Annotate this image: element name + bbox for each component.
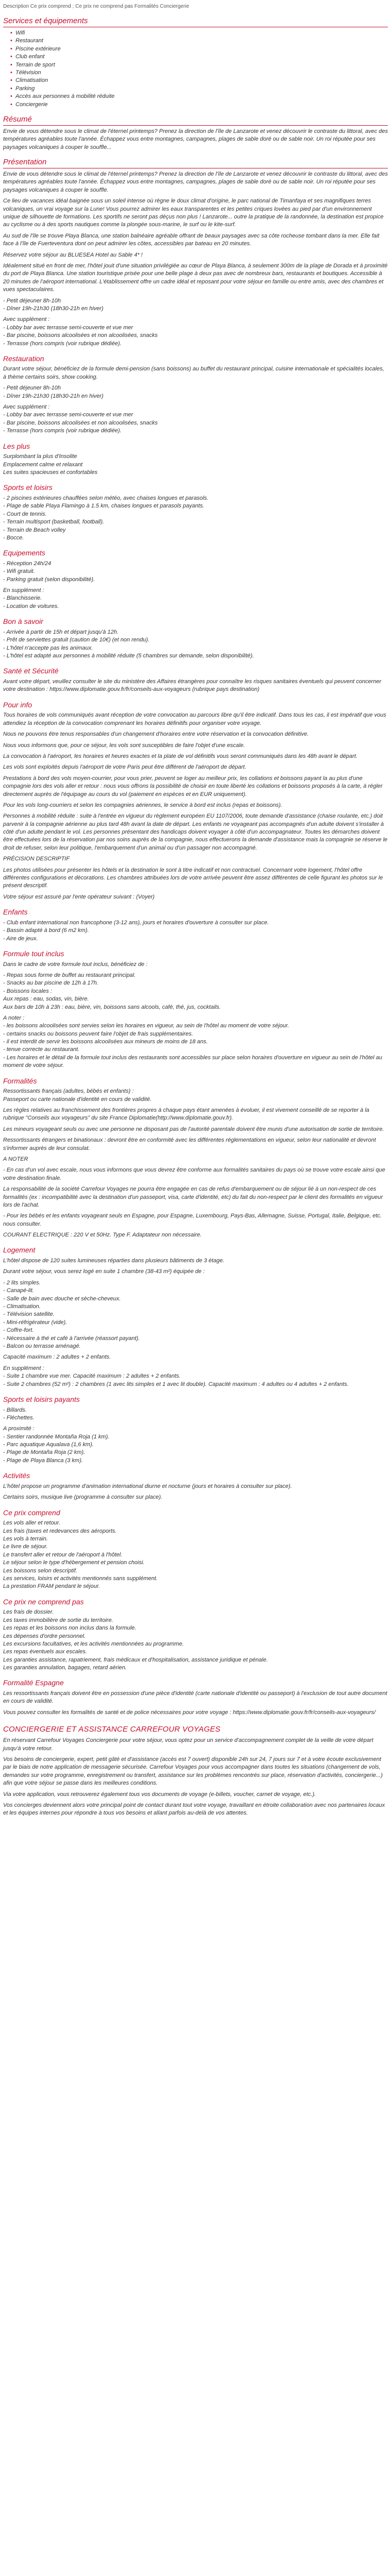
service-item [10,69,388,77]
sports2-proximity-label: A proximité : [3,1426,35,1432]
logement-item: - Salle de bain avec douche et sèche-cheveux. [3,1295,121,1302]
bullet-icon: • [10,69,12,76]
sports2-title: Sports et loisirs payants [3,1395,80,1403]
service-label: Conciergerie [15,101,48,108]
presentation-list-item: - Petit déjeuner 8h-10h [3,297,61,304]
info-p5: Les vols sont exploités depuis l'aéroport de votre Paris peut être différent de l'aéroport de départ. [3,764,247,771]
restauration-item: - Petit déjeuner 8h-10h [3,385,61,392]
ne-comprend-item: Les frais de dossier. [3,1609,54,1616]
sports-item: - Plage de sable Playa Flamingo à 1.5 km, chaises longues et parasols payants. [3,503,205,510]
info-p4: La convocation à l'aéroport, les horaires et heures exactes et la plate de vol définitifs vous seront communiqués dans les 48h avant le départ. [3,753,357,759]
equipements-item: - Parking gratuit (selon disponibilité). [3,576,95,583]
comprend-item: Le séjour selon le type d'hébergement et pension choisi. [3,1560,145,1566]
formalites-p6: A NOTER [3,1156,28,1162]
service-label: Télévision [15,69,41,76]
restauration-supplement-label: Avec supplément : [3,404,50,411]
activite-p2: Certains soirs, musique live (programme à consulter sur place). [3,1494,162,1501]
info-title: Pour info [3,700,32,709]
plus-item: Les suites spacieuses et confortables [3,469,97,476]
service-label: Wifi [15,30,25,36]
formalites-p3: Les règles relatives au franchissement des frontières propres à chaque pays étant amenées à évoluer, il est vivement conseillé de se reporter à la rubrique "Conseils aux voyageurs" du site France Diplomatie(http://www.diplomatie.gouv.fr). [3,1107,369,1122]
ne-comprend-title: Ce prix ne comprend pas [3,1597,84,1606]
equipements-item2: - Location de voitures. [3,603,59,609]
sante-p1: Avant votre départ, veuillez consulter le site du ministère des Affaires étrangères pour connaître les risques sanitaires éventuels qui peuvent concerner votre destination : https://www.diplomatie.gouv.fr/fr/conseils-aux-voyageurs (rubrique pays destination) [3,679,382,693]
bullet-icon: • [10,45,12,52]
restauration-p1: Durant votre séjour, bénéficiez de la formule demi-pension (sans boissons) au buffet du restaurant principal, cuisine internationale et spécialités locales, à thème certains soirs, show cooking. [3,366,384,380]
service-item [10,37,388,45]
sports-item: - Court de tennis. [3,511,47,517]
formule-note: - tenue correcte au restaurant. [3,1046,79,1053]
sports2-item2: - Plage de Montaña Roja (2 km). [3,1449,85,1456]
presentation-p1: Envie de vous détendre sous le climat de l'éternel printemps? Prenez la direction de l'île de Lanzarote et venez découvrir le contraste du littoral, avec des températures agréables toute l'année. Échappez vous entre montagnes, campagnes, plages de sable doré ou de sable noir. Un roi réputée pour ses paysages volcaniques à couper le souffle. [3,171,388,193]
ne-comprend-item: Les repas et les boissons non inclus dans la formule. [3,1625,137,1632]
info-p11: Votre séjour est assuré par l'ente opérateur suivant : (Voyer) [3,893,155,900]
enfants-item: - Bassin adapté à bord (6 m2 km). [3,927,89,934]
comprend-item: Les frais (taxes et redevances des aéroports. [3,1528,117,1534]
activite-p1: L'hôtel propose un programme d'animation international diurne et nocturne (jours et horaires à consulter sur place). [3,1483,292,1489]
service-label: Terrain de sport [15,61,55,68]
service-label: Accès aux personnes à mobilité réduite [15,93,115,100]
formule-title: Formule tout inclus [3,949,64,958]
bullet-icon: • [10,38,12,44]
logement-item: - Télévision satellite. [3,1311,55,1318]
enfants-title: Enfants [3,908,28,917]
conciergerie-p1: En réservant Carrefour Voyages Conciergerie pour votre séjour, vous optez pour un service d'accompagnement complet de la veille de votre départ jusqu'à votre retour. [3,1737,373,1752]
bon-title: Bon à savoir [3,617,43,626]
formalites-p5: Ressortissants étrangers et binationaux : devront être en conformité avec les différentes réglementations en vigueur, selon leur nationalité et devront s'informer auprès de leur consulat. [3,1137,376,1151]
presentation-list-item: - Dîner 19h-21h30 (18h30-21h en hiver) [3,305,104,312]
formule-note: - Les horaires et le détail de la formule tout inclus des restaurants sont accessibles sur place selon horaires d'ouverture en vigueur au sein de l'hôtel au moment de votre séjour. [3,1054,382,1069]
service-item [10,45,388,53]
bullet-icon: • [10,93,12,100]
comprend-item: Le livre de séjour. [3,1544,48,1550]
comprend-item: La prestation FRAM pendant le séjour. [3,1583,100,1590]
presentation-p3: Au sud de l'île se trouve Playa Blanca, une station balnéaire agréable offrant de beaux paysages avec sa côte rocheuse tombant dans la mer. Elle fait face à l'île de Fuerteventura dont on peut admirer les côtes, accessibles par bateau en 20 minutes. [3,232,380,247]
info-p7: Pour les vols long-courriers et selon les compagnies aériennes, le service à bord est inclus (repas et boissons). [3,802,283,808]
equipements-item: - Wifi gratuit. [3,568,35,575]
service-label: Piscine extérieure [15,45,61,52]
logement-p2: Durant votre séjour, vous serez logé en suite 1 chambre (38-43 m²) équipée de : [3,1268,205,1275]
comprend-item: Les vols à terrain. [3,1536,48,1542]
conciergerie-title: CONCIERGERIE ET ASSISTANCE CARREFOUR VOYAGES [3,1725,221,1734]
comprend-item: Les vols aller et retour. [3,1520,60,1527]
formalites-p4: Les mineurs voyageant seuls ou avec une personne ne disposant pas de l'autorité parentale doivent être munis d'une autorisation de sortie de territoire. [3,1126,384,1132]
restauration-item2: - Terrasse (hors compris (voir rubrique dédiée). [3,428,122,434]
formalite-espagne-p1: Les ressortissants français doivent être en possession d'une pièce d'identité (carte nationale d'identité ou passeport) à l'exclusion de tout autre document en cours de validité. [3,1690,387,1705]
equipements-item2: - Blanchisserie. [3,595,42,602]
bullet-icon: • [10,61,12,68]
service-label: Club enfant [15,54,45,60]
restauration-item2: - Bar piscine, boissons alcoolisées et non alcoolisées, snacks [3,419,158,426]
bullet-icon: • [10,85,12,92]
enfants-item: - Aire de jeux. [3,935,38,942]
ne-comprend-item: Les garanties assistance, rapatriement, frais médicaux et d'hospitalisation, assistance juridique et pénale. [3,1656,268,1663]
restauration-title: Restauration [3,354,44,363]
sante-title: Santé et Sécurité [3,667,59,675]
comprend-item: Les boissons selon descriptif. [3,1567,77,1574]
presentation-list2-item: - Lobby bar avec terrasse semi-couverte et vue mer [3,324,133,331]
formalites-p7: - En cas d'un vol avec escale, nous vous informons que vous devrez être conforme aux formalités sanitaires du pays où se trouve votre escale ainsi que votre destination finale. [3,1167,385,1181]
sports-item: - 2 piscines extérieures chauffées selon météo, avec chaises longues et parasols. [3,495,209,501]
presentation-list [3,297,388,313]
presentation-p4: Réservez votre séjour au BLUESEA Hotel au Sable 4* ! [3,251,143,258]
logement-item: - Canapé-lit. [3,1287,34,1294]
equipements-title: Equipements [3,549,45,557]
formalites-p2: Passeport ou carte nationale d'identité en cours de validité. [3,1096,152,1103]
formalites-title: Formalités [3,1076,37,1085]
service-item [10,93,388,100]
logement-item2: - Suite 1 chambre vue mer. Capacité maximum : 2 adultes + 2 enfants. [3,1373,181,1380]
plus-title: Les plus [3,442,30,450]
logement-item: - Balcon ou terrasse aménagé. [3,1343,81,1349]
formule-note-title: A noter : [3,1014,25,1021]
formalites-p10: COURANT ELECTRIQUE : 220 V et 50Hz. Type F. Adaptateur non nécessaire. [3,1232,202,1239]
sports2-item2: - Plage de Playa Blanca (3 km). [3,1457,83,1464]
service-label: Parking [15,85,35,92]
service-label: Climatisation [15,77,48,84]
service-item [10,61,388,69]
bullet-icon: • [10,101,12,108]
presentation-p5: Idéalement situé en front de mer, l'hôtel jouit d'une situation privilégiée au cœur de Playa Blanca, à seulement 300m de la plage de Dorada et à proximité du port de Playa Blanca. Une station touristique prisée pour une belle plage à deux pas avec de nombreux bars, restaurants et boutiques. Accessible à 20 minutes de l'aéroport international. L'établissement offre un cadre idéal et reposant pour votre séjour en famille ou entre amis, avec des chambres et vues spectaculaires. [3,262,388,293]
logement-item: - Coffre-fort. [3,1327,34,1334]
resume-title: Résumé [3,114,388,126]
sports-item: - Terrain de Beach volley [3,527,66,533]
info-p9: PRÉCISION DESCRIPTIF [3,856,70,862]
sports2-item2: - Sentier randonnée Montaña Roja (1 km). [3,1433,110,1440]
logement-item: - Nécessaire à thé et café à l'arrivée (réassort payant). [3,1335,140,1342]
sports2-item: - Billards. [3,1406,27,1413]
service-item [10,29,388,37]
bullet-icon: • [10,54,12,60]
service-item [10,101,388,109]
formalites-p9: - Pour les bébés et les enfants voyageant seuls en Espagne, pour Espagne, Luxembourg, Pays-Bas, Allemagne, Suisse, Portugal, Italie, Belgique, etc. nous consulter. [3,1213,382,1227]
equipements-item: - Réception 24h/24 [3,560,51,567]
plus-item: Surplombant la plus d'Insolite [3,453,77,460]
breadcrumb: Description Ce prix comprend ; Ce prix ne comprend pas Formalités Conciergerie [3,4,189,9]
info-p2: Nous ne pouvons être tenus responsables d'un changement d'horaires entre votre réservation et la convocation définitive. [3,731,309,738]
service-label: Restaurant [15,38,43,44]
service-item [10,53,388,61]
conciergerie-p4: Vos concierges deviennent alors votre principal point de contact durant tout votre voyage, travaillant en étroite collaboration avec nos partenaires locaux et les équipes internes pour répondre à tous vos besoins et allant parfois au-delà de vos attentes. [3,1802,385,1817]
formule-item: - Repas sous forme de buffet au restaurant principal. [3,972,136,978]
info-p8: Personnes à mobilité réduite : suite à l'entrée en vigueur du règlement européen EU 1107/2006, toute demande d'assistance (chaise roulante, etc.) doit parvenir à la compagnie aérienne au plus tard 48h avant la date de départ. Les enfants ne voyageant pas accompagnés d'un adulte doivent s'installer à côté d'un adulte pendant le vol. Les personnes présentant des handicaps doivent voyager à côté d'un accompagnateur. Toutes les démarches doivent être effectuées lors de la réservation par nos soins auprès de la compagnie, nous effectuerons la demande d'assistance mais la compagnie se réserve le droit de refuser, selon leur politique, l'embarquement d'un animal ou d'un passager non accompagné. [3,813,388,851]
resume-text: Envie de vous détendre sous le climat de l'éternel printemps? Prenez la direction de l'île de Lanzarote et venez découvrir le contraste du littoral, avec des températures agréables toute l'année. Échappez vous entre montagnes, campagnes, plages de sable doré ou de sable noir. Un roi réputée pour ses paysages volcaniques à couper le souffle... [3,128,388,150]
conciergerie-p3: Via votre application, vous retrouverez également tous vos documents de voyage (e-billets, voucher, carnet de voyage, etc.). [3,1791,316,1798]
presentation-p2: Ce lieu de vacances idéal baignée sous un soleil intense où règne le doux climat d'origine, le parc national de Timanfaya et ses magnifiques terres volcaniques, un vrai voyage sur la Lune! Vous pourrez admirer les eaux transparentes et les petites criques lovées au pied par d'un environnement unique de silhouette de formations. Les sportifs ne seront pas déçus non plus ! Lanzarote... outre la pratique de la randonnée, la destination est propice au cyclisme ou à des sports nautiques comme la plongée sous-marine, le surf ou le kite-surf. [3,198,384,228]
formalites-p1: Ressortissants français (adultes, bébés et enfants) : [3,1088,134,1095]
formule-note: - il est interdit de servir les boissons alcoolisées aux mineurs de moins de 18 ans. [3,1039,208,1045]
bon-item: - L'hôtel n'accepte pas les animaux. [3,645,93,651]
formule-intro: Dans le cadre de votre formule tout inclus, bénéficiez de : [3,961,148,968]
comprend-item: Les services, loisirs et activités mentionnés sans supplément. [3,1575,158,1582]
equipements-supplement-label: En supplément : [3,587,44,594]
info-p1: Tous horaires de vols communiqués avant réception de votre convocation au parcours libre qu'il être indicatif. Dans tous les cas, il est impératif que vous attendiez la réception de la convocation comprenant les horaires définitifs pour organiser votre voyage. [3,712,386,726]
logement-p4: En supplément : [3,1365,44,1371]
sports2-item: - Fléchettes. [3,1414,35,1421]
plus-item: Emplacement calme et relaxant [3,461,83,468]
ne-comprend-item: Les garanties annulation, bagages, retard aérien. [3,1665,127,1671]
logement-item: - Mini-réfrigérateur (vide). [3,1319,68,1326]
bon-item: - L'hôtel est adapté aux personnes à mobilité réduite (5 chambres sur demande, selon disponibilité). [3,653,254,659]
info-p3: Nous vous informons que, pour ce séjour, les vols sont susceptibles de faire l'objet d'une escale. [3,742,245,749]
services-title: Services et équipements [3,15,388,27]
presentation-list2 [3,324,388,348]
conciergerie-p2: Vos besoins de conciergerie, expert, petit gâté et d'assistance (accès est 7 ouvert) disponible 24h sur 24, 7 jours sur 7 et à votre écoute exclusivement par le biais de notre application de messagerie sécurisée. Carrefour Voyages pour vous accompagner dans toutes les situations (changement de vols, demandes sur votre programme, enregistrement ou transfert, assistance sur les problèmes rencontrés sur place, réservation d'activités, conciergerie...) afin que votre séjour se passe dans les meilleures conditions. [3,1756,383,1787]
bon-item: - Arrivée à partir de 15h et départ jusqu'à 12h. [3,629,119,635]
bon-item: - Prêt de serviettes gratuit (caution de 10€) (et non rendu). [3,637,150,643]
sports-title: Sports et loisirs [3,483,53,492]
logement-item: - 2 lits simples. [3,1279,41,1286]
logement-p1: L'hôtel dispose de 120 suites lumineuses réparties dans plusieurs bâtiments de 3 étage. [3,1258,224,1264]
ne-comprend-item: Les repas éventuels aux escales. [3,1649,87,1655]
formalite-espagne-p2: Vous pouvez consulter les formalités de santé et de police nécessaires pour votre voyage : https://www.diplomatie.gouv.fr/fr/conseils-aux-voyageurs/ [3,1709,376,1716]
presentation-supplement-label: Avec supplément : [3,316,50,323]
formalite-espagne-title: Formalité Espagne [3,1679,64,1687]
ne-comprend-item: Les taxes immobilière de sortie du territoire. [3,1617,113,1623]
logement-item: - Climatisation. [3,1303,41,1310]
presentation-title: Présentation [3,157,388,168]
bullet-icon: • [10,77,12,84]
logement-item2: - Suite 2 chambres (52 m²) : 2 chambres (1 avec lits simples et 1 avec lit double). Capacité maximum : 4 adultes ou 4 adultes + 2 enfants. [3,1381,349,1387]
info-p10: Les photos utilisées pour présenter les hôtels et la destination le sont à titre indicatif et non contractuel. Concernant votre logement, l'hôtel offre différentes configurations et décorations. Les chambres attribuées lors de votre arrivée peuvent être assez différentes de celle figurant les photos sur le présent descriptif. [3,867,383,889]
services-list [3,29,388,109]
formule-item: Aux bars de 10h à 23h : eau, bière, vin, boissons sans alcools, café, thé, jus, cocktails. [3,1004,221,1010]
formule-note: - les boissons alcoolisées sont servies selon les horaires en vigueur, au sein de l'hôtel au moment de votre séjour. [3,1023,289,1029]
formule-item: - Snacks au bar piscine de 12h à 17h. [3,980,99,987]
formalites-p8: La responsabilité de la société Carrefour Voyages ne pourra être engagée en cas de refus d'embarquement ou de séjour lié à un non-respect de ces formalités (ex : incompatibilité avec la destination d'un passeport, visa, carte d'identité, etc) du fait du non-respect par le client des formalités en vigueur lors de l'achat. [3,1186,383,1208]
sports-item: - Terrain multisport (basketball, football). [3,519,104,526]
activite-title: Activités [3,1471,30,1480]
info-p6: Prestations à bord des vols moyen-courrier, pour vous prier, peuvent se loger au meilleur prix, les collations et boissons payant la au plus d'une compagnie lors des vols aller et retour : nous vous offrons la possibilité de choisir en toute liberté les collations et boissons proposés à la carte, à régler directement auprès de l'équipage au cours du vol (paiement en espèces et en EUR uniquement). [3,775,383,798]
enfants-item: - Club enfant international non francophone (3-12 ans), jours et horaires d'ouverture à consulter sur place. [3,919,269,926]
bullet-icon: • [10,30,12,36]
service-item [10,85,388,93]
restauration-item2: - Lobby bar avec terrasse semi-couverte et vue mer [3,412,133,418]
formule-note: - certains snacks ou boissons peuvent faire l'objet de frais supplémentaires. [3,1030,193,1037]
ne-comprend-item: Les dépenses d'ordre personnel. [3,1633,86,1639]
logement-p3: Capacité maximum : 2 adultes + 2 enfants. [3,1354,111,1361]
restauration-item: - Dîner 19h-21h30 (18h30-21h en hiver) [3,393,104,399]
presentation-list2-item: - Terrasse (hors compris (voir rubrique dédiée). [3,340,122,347]
formule-item: Aux repas : eau, sodas, vin, bière. [3,996,89,1003]
ne-comprend-item: Les excursions facultatives, et les activités mentionnées au programme. [3,1640,184,1647]
sports-item: - Bocce. [3,534,24,541]
comprend-item: Le transfert aller et retour de l'aéroport à l'hôtel. [3,1551,123,1558]
presentation-list2-item: - Bar piscine, boissons alcoolisées et non alcoolisées, snacks [3,332,158,339]
sports2-item2: - Parc aquatique Aqualava (1,6 km). [3,1442,94,1448]
service-item [10,77,388,84]
formule-item: - Boissons locales : [3,988,52,994]
comprend-title: Ce prix comprend [3,1508,60,1517]
logement-title: Logement [3,1246,36,1255]
